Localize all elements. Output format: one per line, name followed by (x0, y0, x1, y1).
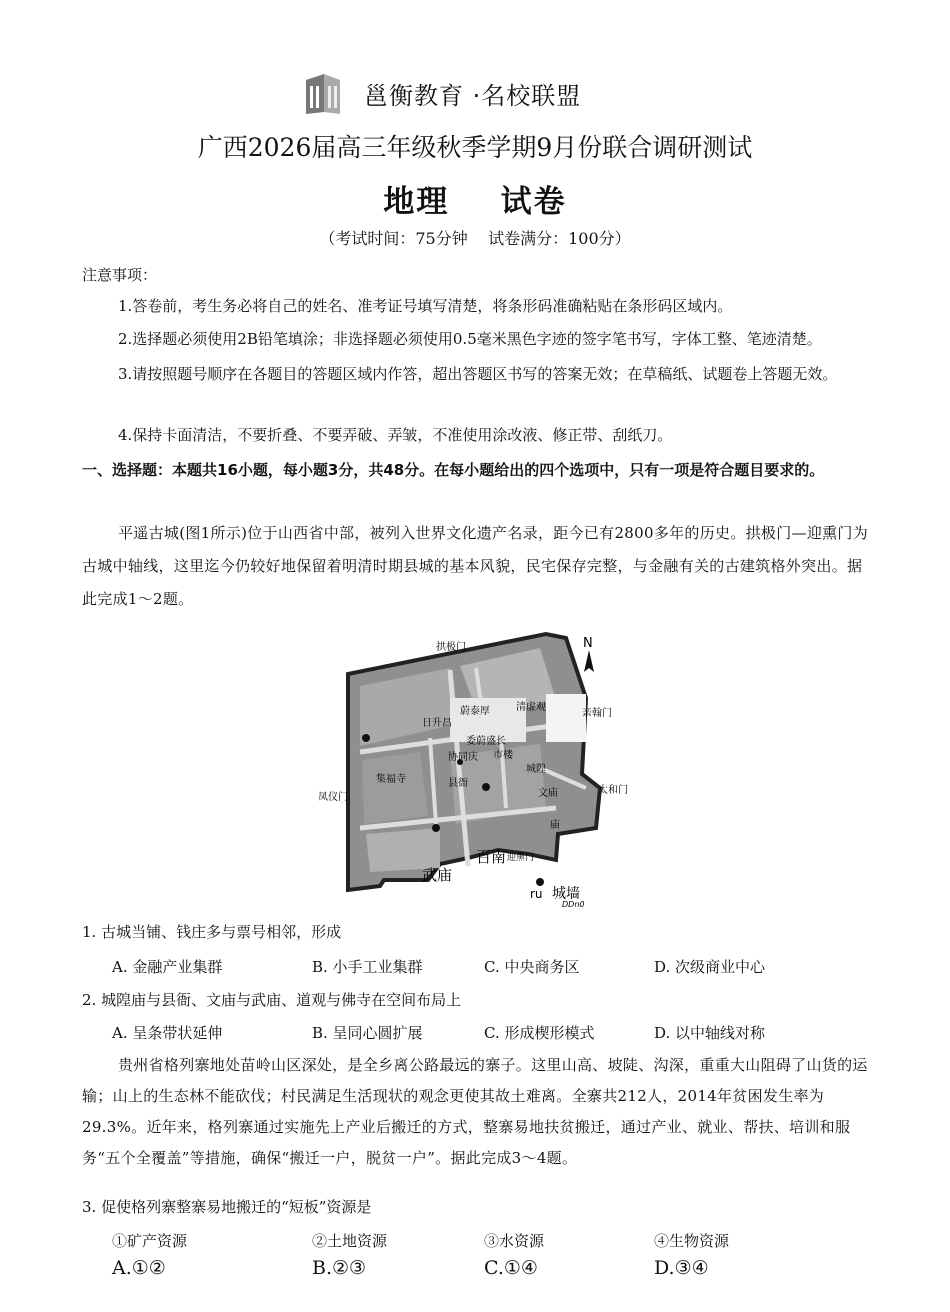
passage-pingyao: 平遥古城(图1所示)位于山西省中部，被列入世界文化遗产名录，距今已有2800多年的历史。拱极门—迎熏门为古城中轴线，这里迄今仍较好地保留着明清时期县城的基本风貌，民宅保存完整，与金融有关的古建筑格外突出。据此完成1～2题。 (82, 524, 869, 608)
notice-item: 3.请按照题号顺序在各题目的答题区域内作答，超出答题区书写的答案无效；在草稿纸、试题卷上答题无效。 (118, 365, 838, 383)
choice-item: ②土地资源 (312, 1232, 388, 1250)
map-label: 太和门 (598, 785, 628, 796)
map-mark: DDn0 (562, 900, 585, 909)
choice-item: ①矿产资源 (112, 1232, 188, 1250)
map-label: 百南 (476, 848, 507, 866)
option-a: A. 呈条带状延伸 (112, 1024, 223, 1042)
notice-item: 2.选择题必须使用2B铅笔填涂；非选择题必须使用0.5毫米黑色字迹的签字笔书写，字体工整、笔迹清楚。 (118, 330, 822, 348)
map-label: 凤仪门 (318, 792, 348, 803)
map-label: 文庙 (538, 788, 558, 799)
map-label: 市楼 (493, 750, 513, 761)
brand-name: 邕衡教育 ·名校联盟 (364, 82, 582, 110)
section-heading: 一、选择题：本题共16小题，每小题3分，共48分。在每小题给出的四个选项中，只有一项是符合题目要求的。 (82, 461, 825, 479)
question-stem: 2. 城隍庙与县衙、文庙与武庙、道观与佛寺在空间布局上 (82, 991, 462, 1009)
north-label: N (583, 636, 593, 651)
notice-item: 1.答卷前，考生务必将自己的姓名、准考证号填写清楚，将条形码准确粘贴在条形码区域内。 (118, 297, 733, 315)
brand-logo-icon (300, 72, 344, 116)
map-label: 蔚泰厚 (460, 706, 490, 717)
map-label: 委蔚盛长 (466, 736, 506, 747)
option-c: C. 中央商务区 (484, 958, 580, 976)
pingyao-map (300, 628, 640, 910)
option-c: C. 形成楔形模式 (484, 1024, 595, 1042)
map-label: 日升昌 (422, 718, 452, 729)
option-b: B. 小手工业集群 (312, 958, 423, 976)
map-label: 集福寺 (376, 774, 406, 785)
north-arrow-icon (584, 650, 594, 672)
map-label: 亲翰门 (582, 708, 612, 719)
map-label: 清虚观 (516, 702, 546, 713)
option-c: C.①④ (484, 1257, 538, 1279)
map-label: 拱极门 (436, 642, 466, 653)
map-label: 迎熏门 (507, 853, 535, 863)
notice-title: 注意事项： (82, 266, 158, 284)
notice-item: 4.保持卡面清洁，不要折叠、不要弄破、弄皱，不准使用涂改液、修正带、刮纸刀。 (118, 426, 673, 444)
question-stem: 1. 古城当铺、钱庄多与票号相邻，形成 (82, 923, 342, 941)
option-d: D. 以中轴线对称 (654, 1024, 766, 1042)
question-stem: 3. 促使格列寨整寨易地搬迁的“短板”资源是 (82, 1198, 372, 1216)
legend-dot-icon (536, 878, 544, 886)
map-label: 协同庆 (448, 752, 478, 763)
option-b: B.②③ (312, 1257, 367, 1279)
passage-gelie: 贵州省格列寨地处苗岭山区深处，是全乡离公路最远的寨子。这里山高、坡陡、沟深，重重大山阻碍了山货的运输；山上的生态林不能砍伐；村民满足生活现状的观念更使其故土难离。全寨共212人，2014年贫困发生率为29.3%。近年来，格列寨通过实施先上产业后搬迁的方式，整寨易地扶贫搬迁，通过产业、就业、帮扶、培训和服务“五个全覆盖”等措施，确保“搬迁一户，脱贫一户”。据此完成3～4题。 (82, 1056, 868, 1167)
map-label: 武庙 (422, 866, 453, 884)
choice-item: ④生物资源 (654, 1232, 730, 1250)
choice-item: ③水资源 (484, 1232, 545, 1250)
map-label: 城隍 (526, 764, 546, 775)
map-label: 县衙 (448, 778, 468, 789)
map-label: 庙 (550, 820, 560, 831)
legend-label: 城墙 (552, 886, 580, 902)
option-a: A.①② (112, 1257, 166, 1279)
legend-label: ru (530, 887, 543, 901)
option-a: A. 金融产业集群 (112, 958, 223, 976)
option-d: D. 次级商业中心 (654, 958, 766, 976)
exam-subtitle: 广西2026届高三年级秋季学期9月份联合调研测试 (197, 133, 753, 162)
exam-meta: （考试时间：75分钟 试卷满分：100分） (319, 229, 631, 248)
option-b: B. 呈同心圆扩展 (312, 1024, 423, 1042)
option-d: D.③④ (654, 1257, 709, 1279)
page-title: 地理 试卷 (383, 184, 567, 220)
